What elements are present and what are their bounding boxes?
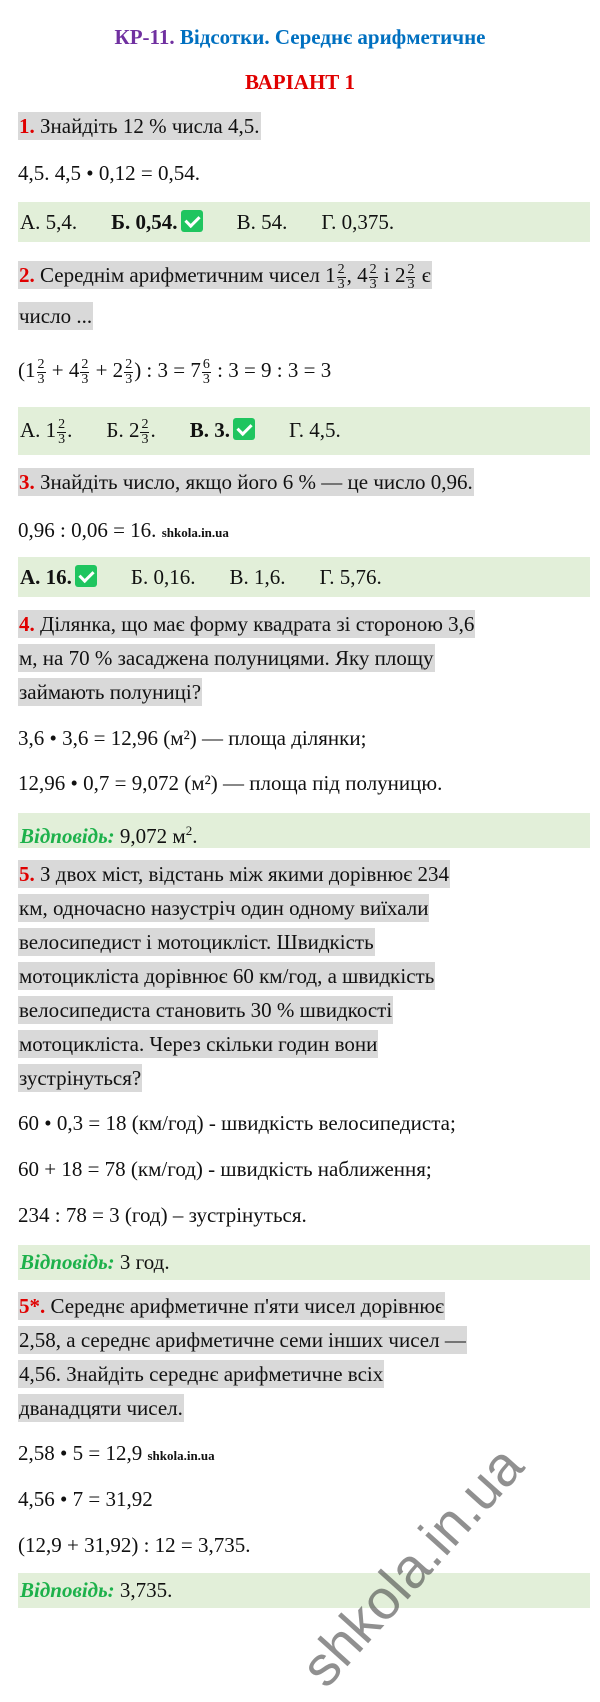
page-title: КР-11. Відсотки. Середнє арифметичне — [114, 25, 486, 49]
solution-3: 0,96 : 0,06 = 16. shkola.in.ua — [18, 518, 229, 542]
option-a-correct: А. 16. — [20, 565, 97, 589]
option-b: Б. 0,16. — [130, 565, 196, 589]
question-2-line-1: 2. Середнім арифметичним чисел 1 $\frac{2}{3}$ , 4 $\frac{2}{3}$ і 2 $\frac{2}{3}$ є — [19, 261, 431, 292]
question-5: 5. З двох міст, відстань між якими дорівнює 234 км, одночасно назустріч один одному виїхали велосипедист і мотоцикліст. Швидкість мотоцикліста дорівнює 60 км/год, а швидкість велосипедиста становить 30 % швидкості мотоцикліста. Через скільки годин вони зустрінуться? — [19, 862, 449, 1090]
variant-heading: ВАРІАНТ 1 — [244, 70, 356, 94]
solution-1: 4,5. 4,5 • 0,12 = 0,54. — [18, 161, 200, 185]
answer-4: Відповідь: 9,072 $м^2$. — [18, 813, 590, 848]
question-1: 1. Знайдіть 12 % числа 4,5. — [19, 114, 260, 138]
question-5-star: 5*. Середнє арифметичне п'яти чисел дорівнює 2,58, а середнє арифметичне семи інших чисел — 4,56. Знайдіть середнє арифметичне всіх дванадцяти чисел. — [19, 1294, 466, 1420]
options-3 — [18, 557, 590, 597]
solution-5-line-3: 234 : 78 = 3 (год) – зустрінуться. — [18, 1203, 307, 1227]
question-3: 3. Знайдіть число, якщо його 6 % — це число 0,96. — [19, 470, 473, 494]
check-icon — [75, 565, 97, 587]
solution-5s-line-1: 2,58 • 5 = 12,9 shkola.in.ua — [18, 1441, 215, 1465]
option-d: Г. 4,5. — [289, 418, 341, 442]
solution-5-line-1: 60 • 0,3 = 18 (км/год) - швидкість велосипедиста; — [18, 1111, 456, 1135]
option-a: А. 5,4. — [20, 210, 78, 234]
solution-5-line-2: 60 + 18 = 78 (км/год) - швидкість наближення; — [18, 1157, 432, 1181]
option-c-correct: В. 3. — [190, 418, 255, 442]
option-c: В. 54. — [236, 210, 288, 234]
option-d: Г. 5,76. — [319, 565, 382, 589]
options-2 — [18, 407, 590, 455]
answer-5s: Відповідь: 3,735. — [18, 1573, 590, 1608]
check-icon — [233, 418, 255, 440]
option-b: Б. 2 $\frac{2}{3}$ . — [106, 416, 156, 447]
solution-5s-line-2: 4,56 • 7 = 31,92 — [18, 1487, 153, 1511]
option-a: А. 1 $\frac{2}{3}$ . — [20, 416, 73, 447]
solution-4-line-1: 3,6 • 3,6 = 12,96 (м²) — площа ділянки; — [18, 726, 367, 750]
solution-4-line-2: 12,96 • 0,7 = 9,072 (м²) — площа під полуницю. — [18, 771, 443, 795]
option-b-correct: Б. 0,54. — [111, 210, 202, 234]
check-icon — [181, 210, 203, 232]
solution-5s-line-3: (12,9 + 31,92) : 12 = 3,735. — [18, 1533, 251, 1557]
watermark: shkola.in.ua — [288, 1433, 535, 1698]
solution-2: (1 $\frac{2}{3}$ + 4 $\frac{2}{3}$ + 2 $\frac{2}{3}$ ) : 3 = 7 $\frac{6}{3}$ : 3 = 9 : 3 = 3 — [18, 356, 332, 387]
option-c: В. 1,6. — [229, 565, 286, 589]
answer-5: Відповідь: 3 год. — [18, 1245, 590, 1280]
options-1 — [18, 202, 590, 242]
question-4: 4. Ділянка, що має форму квадрата зі стороною 3,6 м, на 70 % засаджена полуницями. Яку площу займають полуниці? — [19, 612, 475, 704]
question-2-line-2: число ... — [19, 304, 93, 328]
option-d: Г. 0,375. — [321, 210, 395, 234]
